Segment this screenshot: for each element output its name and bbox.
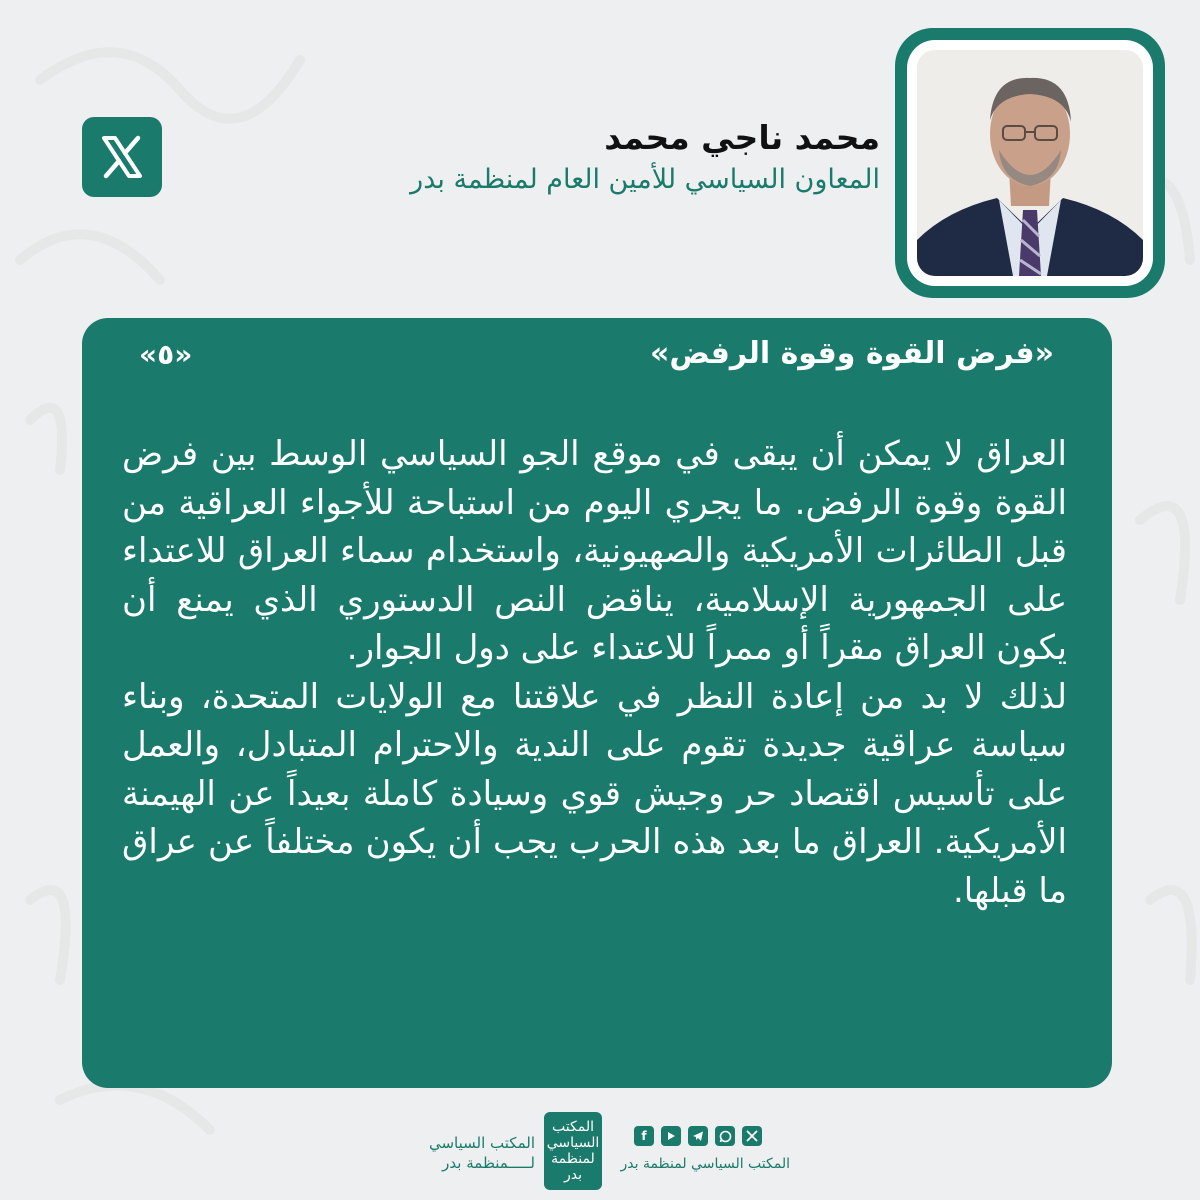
- footer-office-line-2: لـــــمنظمة بدر: [442, 1154, 535, 1172]
- x-social-badge[interactable]: [82, 117, 162, 197]
- facebook-icon[interactable]: f: [634, 1126, 654, 1146]
- statement-paragraph-2: لذلك لا بد من إعادة النظر في علاقتنا مع الولايات المتحدة، وبناء سياسة عراقية جديدة تقوم على الندية والاحترام المتبادل، والعمل على تأسيس اقتصاد حر وجيش قوي وسيادة كاملة بعيداً عن الهيمنة الأمريكية. العراق ما بعد هذه الحرب يجب أن يكون مختلفاً عن عراق ما قبلها.: [122, 676, 1067, 911]
- portrait-illustration: [917, 50, 1143, 276]
- statement-paragraph-1: العراق لا يمكن أن يبقى في موقع الجو السياسي الوسط بين فرض القوة وقوة الرفض. ما يجري اليوم من استباحة للأجواء العراقية من قبل الطائرات الأمريكية والصهيونية، واستخدام سماء العراق للاعتداء على الجمهورية الإسلامية، يناقض النص الدستوري الذي يمنع أن يكون العراق مقراً أو ممراً للاعتداء على دول الجوار.: [122, 434, 1067, 668]
- telegram-icon[interactable]: [688, 1126, 708, 1146]
- x-icon[interactable]: [742, 1126, 762, 1146]
- statement-card: [82, 318, 1112, 1088]
- logo-calligraphy-text: المكتب السياسي لمنظمة بدر: [546, 1119, 600, 1183]
- author-photo-frame: [895, 28, 1165, 298]
- footer-office-line-1: المكتب السياسي: [428, 1134, 535, 1152]
- social-icons-row: [634, 1126, 762, 1146]
- x-logo-icon: [98, 133, 146, 181]
- youtube-icon[interactable]: [661, 1126, 681, 1146]
- whatsapp-icon[interactable]: [715, 1126, 735, 1146]
- political-office-logo: [544, 1112, 602, 1190]
- statement-body: [122, 430, 1067, 915]
- statement-title: «فرض القوة وقوة الرفض»: [649, 336, 1054, 371]
- author-role: المعاون السياسي للأمين العام لمنظمة بدر: [410, 164, 880, 195]
- author-photo: [917, 50, 1143, 276]
- footer-office-label: [420, 1133, 535, 1173]
- social-caption: المكتب السياسي لمنظمة بدر: [620, 1156, 790, 1172]
- author-name: محمد ناجي محمد: [604, 118, 880, 157]
- statement-number: «٥»: [139, 338, 193, 371]
